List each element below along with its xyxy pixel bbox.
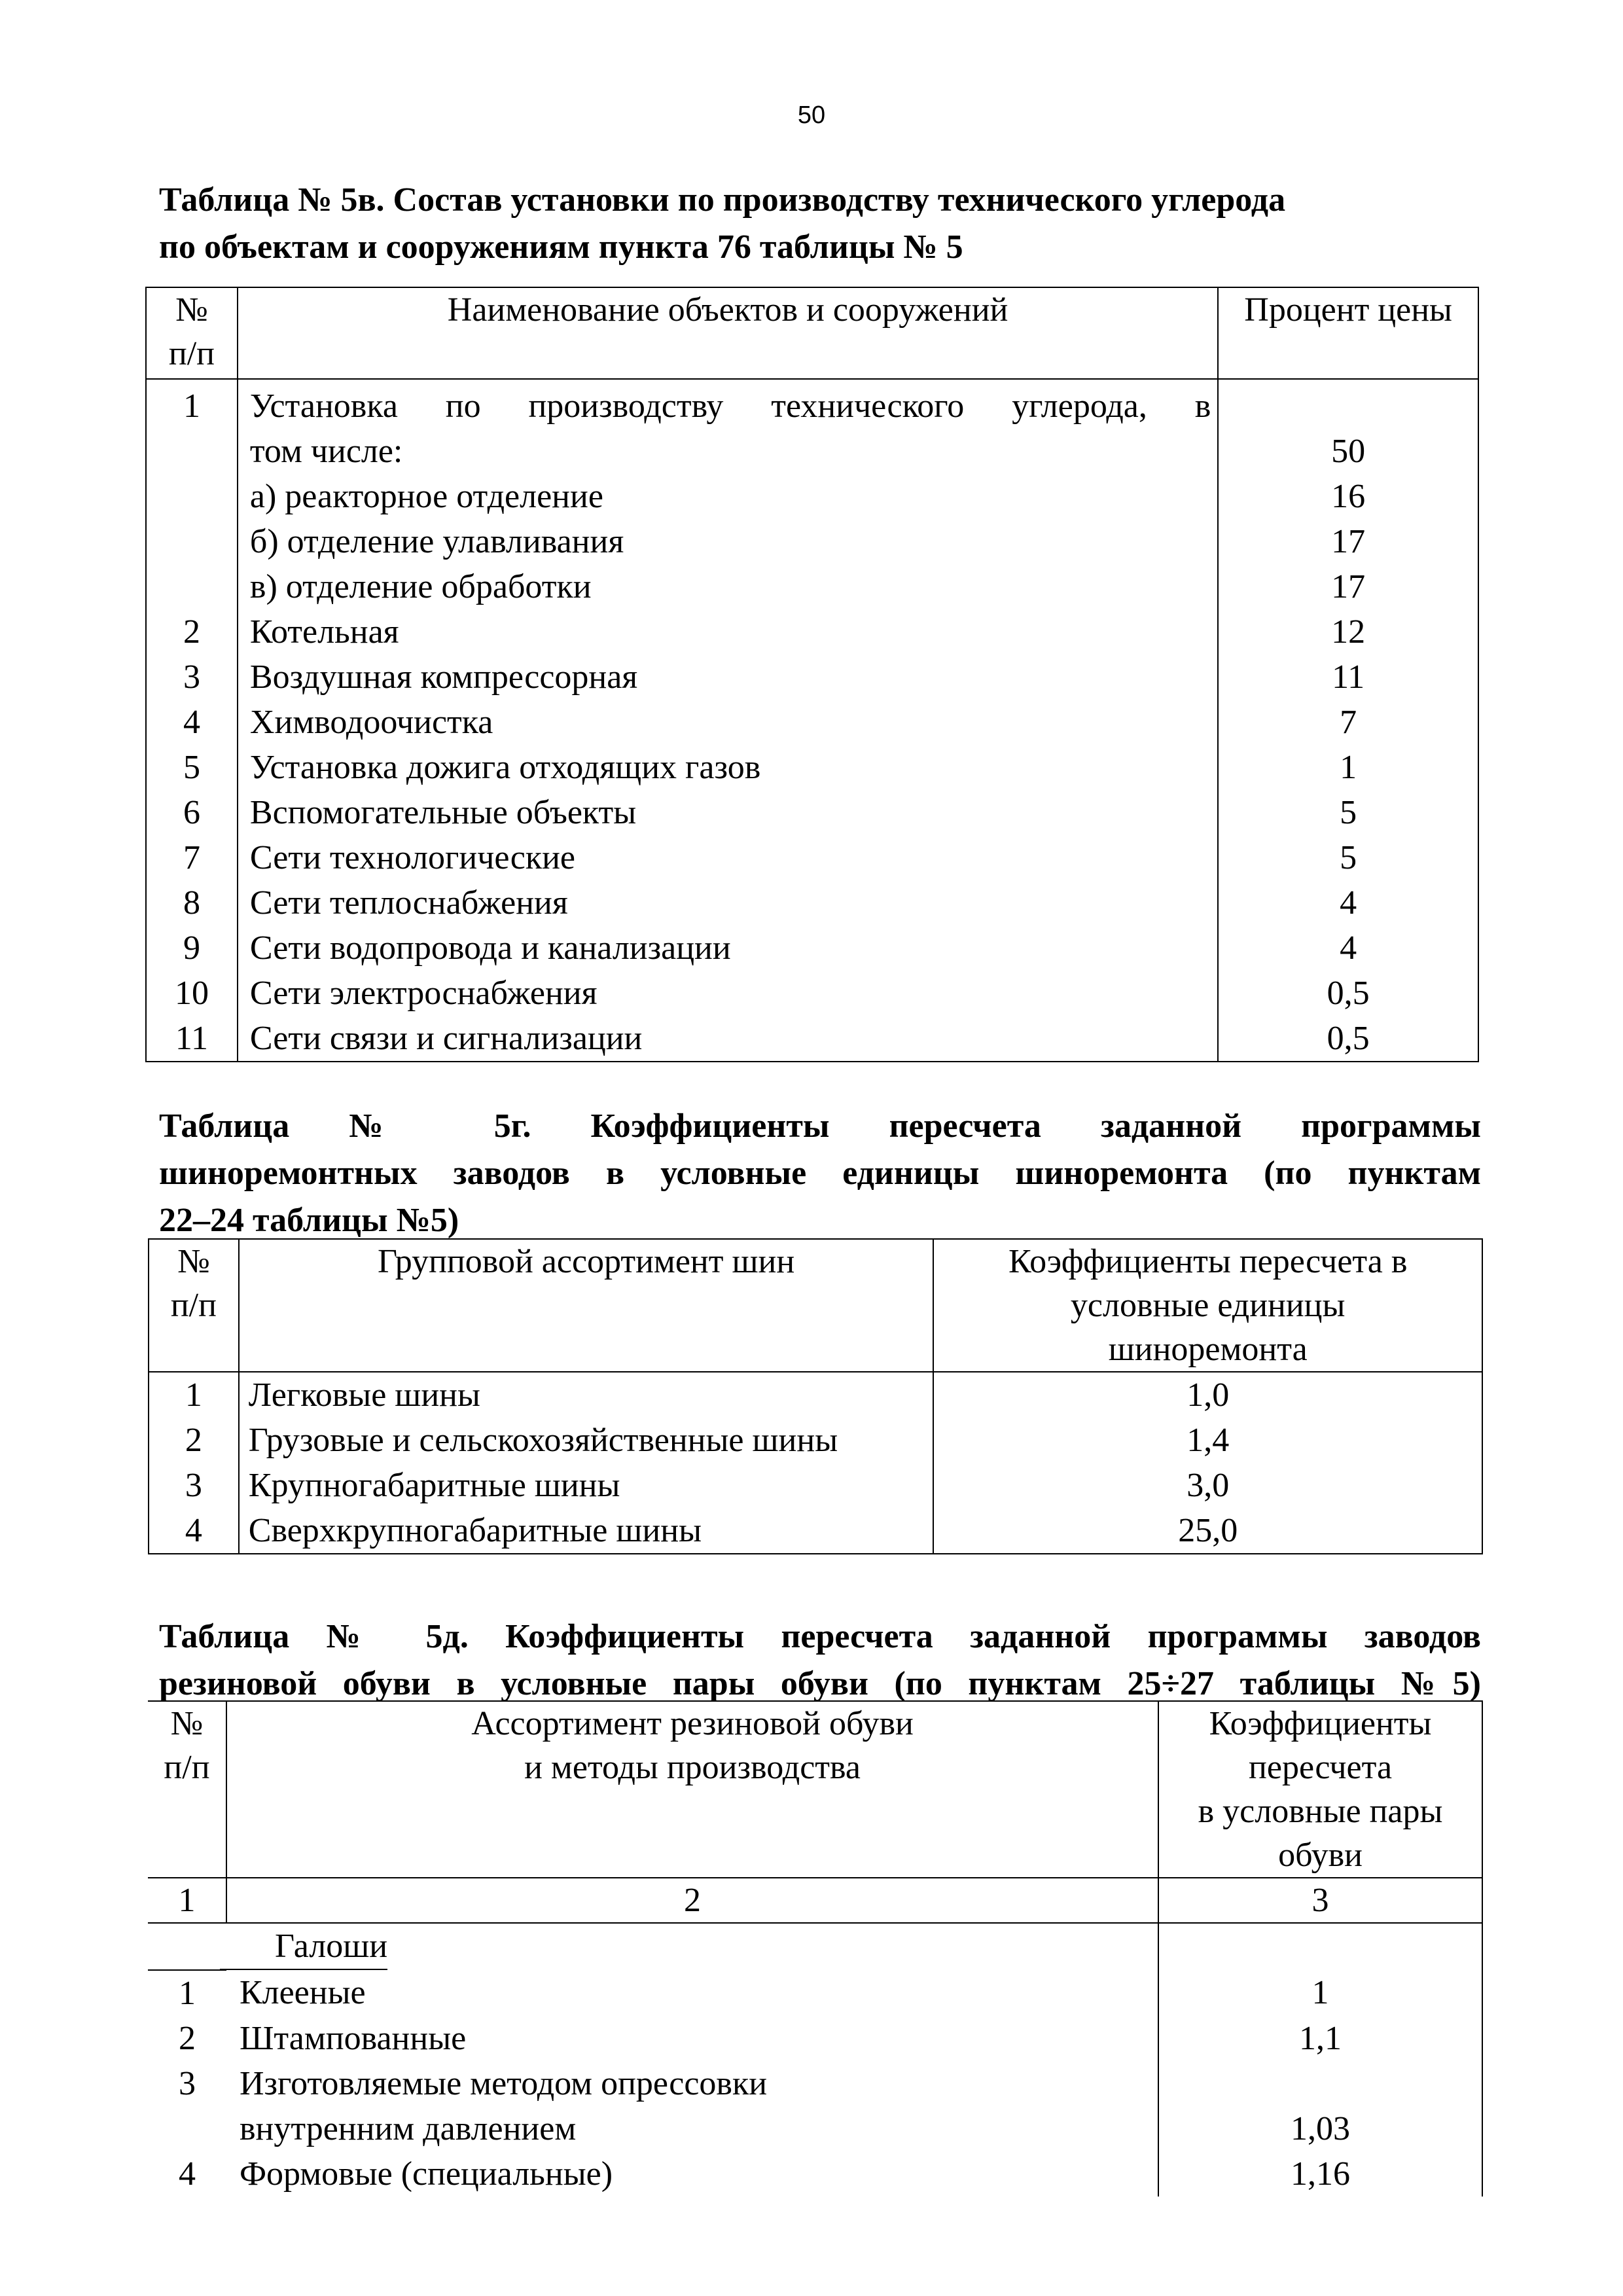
row-value: 7 <box>1218 700 1478 745</box>
table-row <box>146 655 1478 700</box>
caption-line: Таблица № 5д. Коэффициенты пересчета заданной программы заводов <box>159 1618 1481 1655</box>
col-header-assortment <box>226 1701 1158 1878</box>
table-5g-caption <box>159 1103 1481 1244</box>
row-value: 5 <box>1218 790 1478 835</box>
row-name <box>226 2061 1158 2151</box>
table-row <box>146 971 1478 1016</box>
row-value: 1 <box>1158 1970 1482 2016</box>
row-value: 0,5 <box>1218 971 1478 1016</box>
table-row <box>146 925 1478 971</box>
caption-line: шиноремонтных заводов в условные единицы шиноремонта (по пунктам <box>159 1155 1481 1192</box>
row-number-empty <box>146 474 238 519</box>
table-row <box>146 880 1478 925</box>
table-5g <box>148 1238 1483 1554</box>
col-header-number <box>146 287 238 379</box>
row-number: 9 <box>146 925 238 971</box>
column-number: 3 <box>1158 1878 1482 1923</box>
row-name: Сети теплоснабжения <box>238 880 1218 925</box>
header-text: Коэффициенты пересчета <box>1209 1705 1432 1786</box>
table-row <box>149 1372 1482 1418</box>
header-text: п/п <box>170 1287 217 1324</box>
row-value: 1,1 <box>1158 2016 1482 2061</box>
table-row <box>149 1418 1482 1463</box>
row-name-text: внутренним давлением <box>239 2110 577 2147</box>
row-name-text: Изготовляемые методом опрессовки <box>239 2065 768 2102</box>
header-text: шиноремонта <box>1108 1331 1308 1368</box>
table-row <box>146 790 1478 835</box>
table-row <box>148 2151 1482 2197</box>
row-name: Клееные <box>239 1974 366 2011</box>
group-label: Галоши <box>220 1924 387 1970</box>
row-name: а) реакторное отделение <box>238 474 1218 519</box>
table-header-row <box>146 287 1478 379</box>
row-value: 1 <box>1218 745 1478 790</box>
col-header-group: Групповой ассортимент шин <box>239 1239 934 1372</box>
row-value: 1,4 <box>933 1418 1482 1463</box>
table-subrow <box>146 564 1478 609</box>
header-text: п/п <box>168 335 215 372</box>
header-text: Ассортимент резиновой обуви <box>471 1705 914 1742</box>
row-value: 1,03 <box>1158 2061 1482 2151</box>
table-5d <box>148 1700 1483 2197</box>
row-value: 4 <box>1218 925 1478 971</box>
row-name: Котельная <box>238 609 1218 655</box>
table-group-row <box>148 1923 1482 1970</box>
table-row <box>146 379 1478 474</box>
table-row <box>148 1970 1482 2016</box>
row-value: 1,0 <box>933 1372 1482 1418</box>
column-number: 1 <box>148 1878 226 1923</box>
header-text: и методы производства <box>524 1749 861 1786</box>
row-number: 1 <box>149 1372 239 1418</box>
column-number: 2 <box>226 1878 1158 1923</box>
row-number: 6 <box>146 790 238 835</box>
col-header-coefficient <box>1158 1701 1482 1878</box>
row-value: 16 <box>1218 474 1478 519</box>
row-value: 25,0 <box>933 1508 1482 1554</box>
row-name: Химводоочистка <box>238 700 1218 745</box>
row-name: Установка дожига отходящих газов <box>238 745 1218 790</box>
group-value-empty <box>1158 1923 1482 1970</box>
table-row <box>148 2061 1482 2151</box>
table-row <box>146 700 1478 745</box>
header-text: п/п <box>164 1749 210 1786</box>
header-text: № <box>175 291 208 329</box>
row-number-empty <box>146 564 238 609</box>
row-name: Сети электроснабжения <box>238 971 1218 1016</box>
row-name: б) отделение улавливания <box>238 519 1218 564</box>
page-number: 50 <box>797 101 826 129</box>
row-number: 5 <box>146 745 238 790</box>
row-value: 0,5 <box>1218 1016 1478 1062</box>
row-value: 5 <box>1218 835 1478 880</box>
row-name-text: том числе: <box>249 433 403 470</box>
col-header-price: Процент цены <box>1218 287 1478 379</box>
row-number: 1 <box>178 1975 196 2012</box>
row-value: 17 <box>1218 564 1478 609</box>
caption-line: по объектам и сооружениям пункта 76 таблицы № 5 <box>159 228 963 266</box>
row-name-text: Установка по производству технического углерода, в <box>249 387 1211 425</box>
row-number: 4 <box>146 700 238 745</box>
row-name: в) отделение обработки <box>238 564 1218 609</box>
row-name: Сверхкрупногабаритные шины <box>239 1508 934 1554</box>
header-text: № <box>170 1705 204 1742</box>
table-row <box>148 2016 1482 2061</box>
caption-line: резиновой обуви в условные пары обуви (по пунктам 25÷27 таблицы №5) <box>159 1665 1481 1702</box>
row-value: 17 <box>1218 519 1478 564</box>
table-row <box>146 609 1478 655</box>
row-number: 7 <box>146 835 238 880</box>
table-row <box>149 1508 1482 1554</box>
header-text: № <box>177 1243 210 1280</box>
header-text: условные единицы <box>1070 1287 1346 1324</box>
table-column-number-row <box>148 1878 1482 1923</box>
row-value: 3,0 <box>933 1463 1482 1508</box>
table-row <box>146 835 1478 880</box>
col-header-number <box>149 1239 239 1372</box>
caption-line: Таблица № 5в. Состав установки по производству технического углерода <box>159 181 1286 219</box>
row-name: Крупногабаритные шины <box>239 1463 934 1508</box>
row-value: 12 <box>1218 609 1478 655</box>
row-number: 1 <box>146 379 238 474</box>
col-header-number <box>148 1701 226 1878</box>
row-name: Формовые (специальные) <box>239 2155 613 2193</box>
table-header-row <box>149 1239 1482 1372</box>
col-header-name: Наименование объектов и сооружений <box>238 287 1218 379</box>
row-name <box>238 379 1218 474</box>
row-name: Вспомогательные объекты <box>238 790 1218 835</box>
row-value: 4 <box>1218 880 1478 925</box>
table-subrow <box>146 474 1478 519</box>
row-name: Грузовые и сельскохозяйственные шины <box>239 1418 934 1463</box>
row-number: 2 <box>146 609 238 655</box>
row-value: 11 <box>1218 655 1478 700</box>
row-number-empty <box>146 519 238 564</box>
table-5d-caption <box>159 1613 1481 1708</box>
table-header-row <box>148 1701 1482 1878</box>
row-name: Сети технологические <box>238 835 1218 880</box>
table-subrow <box>146 519 1478 564</box>
header-text: в условные пары обуви <box>1198 1793 1443 1874</box>
table-row <box>146 1016 1478 1062</box>
row-number: 11 <box>146 1016 238 1062</box>
row-number: 4 <box>149 1508 239 1554</box>
row-value: 1,16 <box>1158 2151 1482 2197</box>
table-5v-caption <box>159 177 1468 271</box>
row-number: 2 <box>178 2020 196 2057</box>
row-value: 50 <box>1218 379 1478 474</box>
row-number: 3 <box>178 2065 196 2102</box>
row-number: 8 <box>146 880 238 925</box>
row-number: 3 <box>146 655 238 700</box>
row-name: Воздушная компрессорная <box>238 655 1218 700</box>
group-label-cell <box>226 1923 1158 1970</box>
row-number: 10 <box>146 971 238 1016</box>
row-name: Легковые шины <box>239 1372 934 1418</box>
table-5v <box>145 287 1479 1062</box>
group-underline-cell <box>148 1923 226 1970</box>
col-header-coefficient <box>933 1239 1482 1372</box>
row-number: 3 <box>149 1463 239 1508</box>
row-name: Сети водопровода и канализации <box>238 925 1218 971</box>
row-number: 4 <box>178 2155 196 2193</box>
caption-line: Таблица № 5г. Коэффициенты пересчета заданной программы <box>159 1107 1481 1145</box>
row-name: Сети связи и сигнализации <box>238 1016 1218 1062</box>
row-name: Штампованные <box>239 2020 467 2057</box>
header-text: Коэффициенты пересчета в <box>1008 1243 1408 1280</box>
table-row <box>149 1463 1482 1508</box>
row-number: 2 <box>149 1418 239 1463</box>
table-row <box>146 745 1478 790</box>
caption-line: 22–24 таблицы №5) <box>159 1202 459 1239</box>
